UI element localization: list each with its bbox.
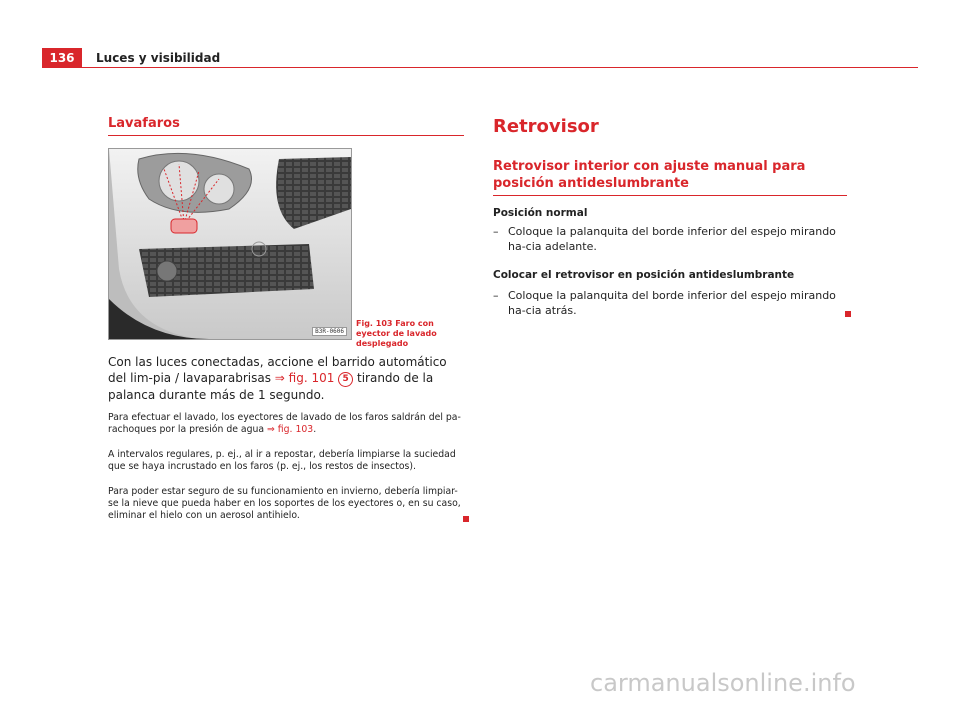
lamp-lens-2 — [204, 174, 234, 204]
anti-glare-step: – Coloque la palanquita del borde inferior del espejo mirando ha-cia atrás. — [493, 289, 836, 317]
header-rule — [42, 67, 918, 68]
paragraph-intervals: A intervalos regulares, p. ej., al ir a repostar, debería limpiarse la suciedad que se haya incrustado en los faros (p. ej., los restos de insectos). — [108, 449, 456, 472]
figure-tag: B3R-0606 — [312, 327, 347, 336]
headlamp-illustration — [109, 149, 351, 339]
watermark: carmanualsonline.info — [590, 669, 856, 697]
paragraph-washing: Para efectuar el lavado, los eyectores de lavado de los faros saldrán del pa-rachoques por la presión de agua ⇒ fig. 103. — [108, 412, 461, 435]
figure-caption: Fig. 103 Faro con eyector de lavado desplegado — [356, 319, 437, 348]
step-dash: – — [493, 289, 499, 302]
washer-nozzle — [171, 219, 197, 233]
callout-number: 5 — [338, 372, 353, 387]
fig-103-link[interactable]: ⇒ fig. 103 — [267, 424, 314, 435]
fog-light — [157, 261, 177, 281]
page-number: 136 — [42, 48, 82, 68]
lavafaros-heading: Lavafaros — [108, 116, 464, 136]
fig-101-link[interactable]: ⇒ fig. 101 — [274, 371, 335, 385]
section-title: Luces y visibilidad — [96, 51, 221, 65]
section-end-marker-left — [463, 516, 469, 522]
anti-glare-heading: Colocar el retrovisor en posición antideslumbrante — [493, 269, 795, 281]
retrovisor-subtitle: Retrovisor interior con ajuste manual para posición antideslumbrante — [493, 158, 847, 196]
paragraph-winter: Para poder estar seguro de su funcionamiento en invierno, debería limpiar-se la nieve que pueda haber en los soportes de los eyectores o, en su caso, eliminar el hielo con un aerosol antihielo. — [108, 486, 461, 521]
step-dash: – — [493, 225, 499, 238]
section-end-marker-right — [845, 311, 851, 317]
normal-position-heading: Posición normal — [493, 207, 588, 219]
normal-position-step: – Coloque la palanquita del borde inferior del espejo mirando ha-cia adelante. — [493, 225, 836, 253]
headlamp-washer-figure — [108, 148, 352, 340]
retrovisor-title: Retrovisor — [493, 116, 599, 137]
intro-paragraph: Con las luces conectadas, accione el barrido automático del lim-pia / lavaparabrisas ⇒ fig. 101 5 tirando de la palanca durante más de 1 segundo. — [108, 355, 447, 402]
